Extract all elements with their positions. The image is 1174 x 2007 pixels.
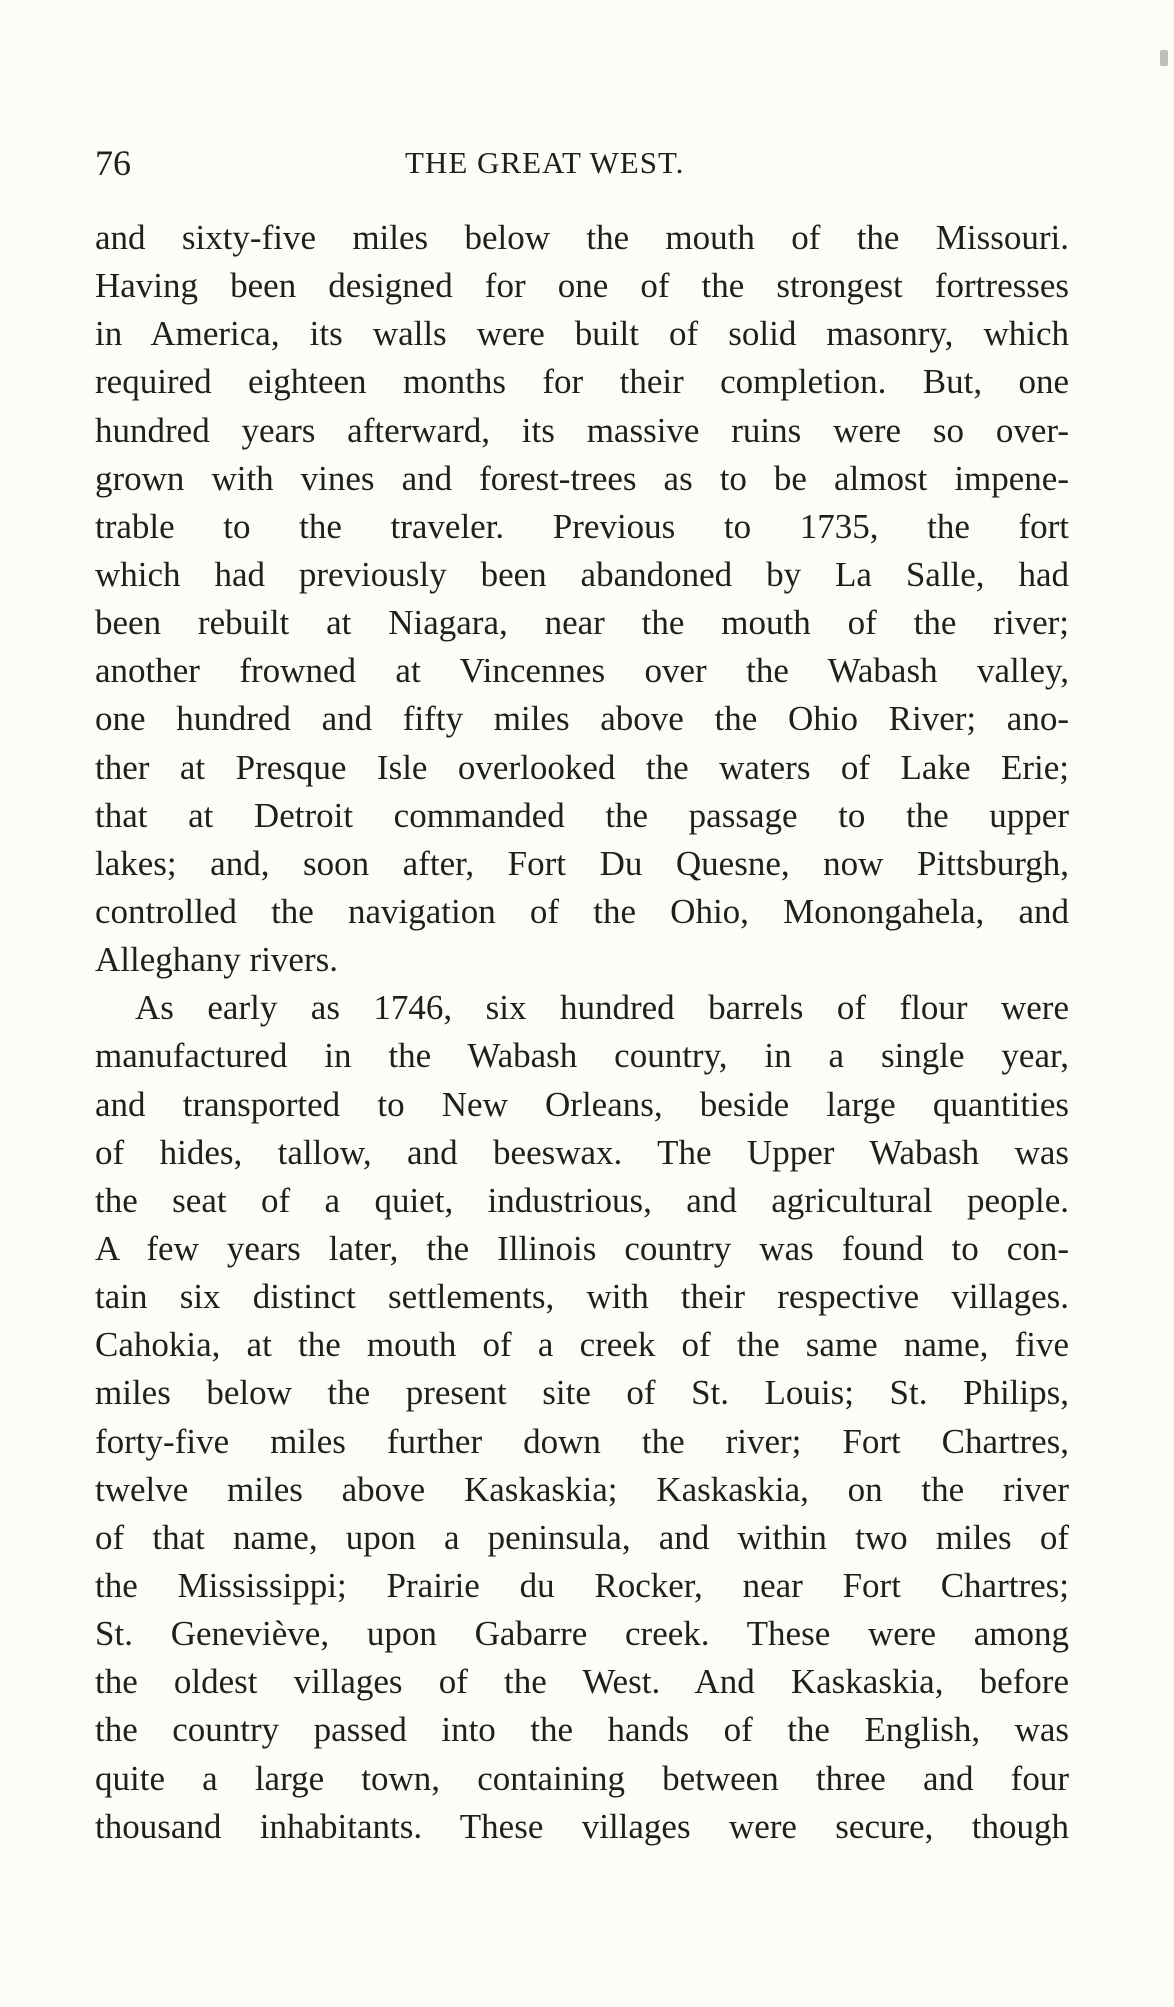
text-line: of that name, upon a peninsula, and within two miles of [95,1517,1069,1557]
text-line: Having been designed for one of the strongest fortresses [95,266,1069,306]
text-line: As early as 1746, six hundred barrels of flour were [135,988,1069,1028]
text-line: in America, its walls were built of solid masonry, which [95,314,1069,354]
text-line: Cahokia, at the mouth of a creek of the same name, five [95,1325,1069,1365]
text-line: controlled the navigation of the Ohio, Monongahela, and [95,891,1069,931]
text-line: and transported to New Orleans, beside large quantities [95,1084,1069,1124]
text-line: which had previously been abandoned by La Salle, had [95,554,1069,594]
text-line: manufactured in the Wabash country, in a single year, [95,1036,1069,1076]
paragraph-2 [95,984,1069,1851]
page-header [95,138,1065,188]
running-title: THE GREAT WEST. [405,145,685,180]
text-line: twelve miles above Kaskaskia; Kaskaskia, on the river [95,1469,1069,1509]
text-line: another frowned at Vincennes over the Wabash valley, [95,651,1069,691]
text-line: Alleghany rivers. [95,940,338,980]
text-line: A few years later, the Illinois country was found to con- [95,1228,1069,1268]
text-line: trable to the traveler. Previous to 1735, the fort [95,506,1069,546]
text-line: the oldest villages of the West. And Kaskaskia, before [95,1662,1069,1702]
text-line: thousand inhabitants. These villages were secure, though [95,1806,1069,1846]
text-line: the Mississippi; Prairie du Rocker, near Fort Chartres; [95,1565,1069,1605]
paragraph-1 [95,214,1069,984]
text-line: tain six distinct settlements, with their respective villages. [95,1277,1069,1317]
text-line: lakes; and, soon after, Fort Du Quesne, now Pittsburgh, [95,843,1069,883]
text-line: quite a large town, containing between three and four [95,1758,1069,1798]
page-edge-mark [1160,50,1168,66]
text-line: required eighteen months for their completion. But, one [95,362,1069,402]
text-line: one hundred and fifty miles above the Ohio River; ano- [95,699,1069,739]
text-line: St. Genevièvе, upon Gabarre creek. These were among [95,1614,1069,1654]
text-line: that at Detroit commanded the passage to the upper [95,795,1069,835]
text-line: the country passed into the hands of the English, was [95,1710,1069,1750]
text-line: grown with vines and forest-trees as to be almost impene- [95,458,1069,498]
text-line: forty-five miles further down the river; Fort Chartres, [95,1421,1069,1461]
page-number: 76 [95,143,131,183]
text-line: of hides, tallow, and beeswax. The Upper Wabash was [95,1132,1069,1172]
text-line: hundred years afterward, its massive ruins were so over- [95,410,1069,450]
text-line: ther at Presque Isle overlooked the waters of Lake Erie; [95,747,1069,787]
text-line: and sixty-five miles below the mouth of the Missouri. [95,218,1069,257]
text-line: the seat of a quiet, industrious, and agricultural people. [95,1180,1069,1220]
text-line: miles below the present site of St. Louis; St. Philips, [95,1373,1069,1413]
text-line: been rebuilt at Niagara, near the mouth of the river; [95,603,1069,643]
body-text [95,214,1069,1851]
